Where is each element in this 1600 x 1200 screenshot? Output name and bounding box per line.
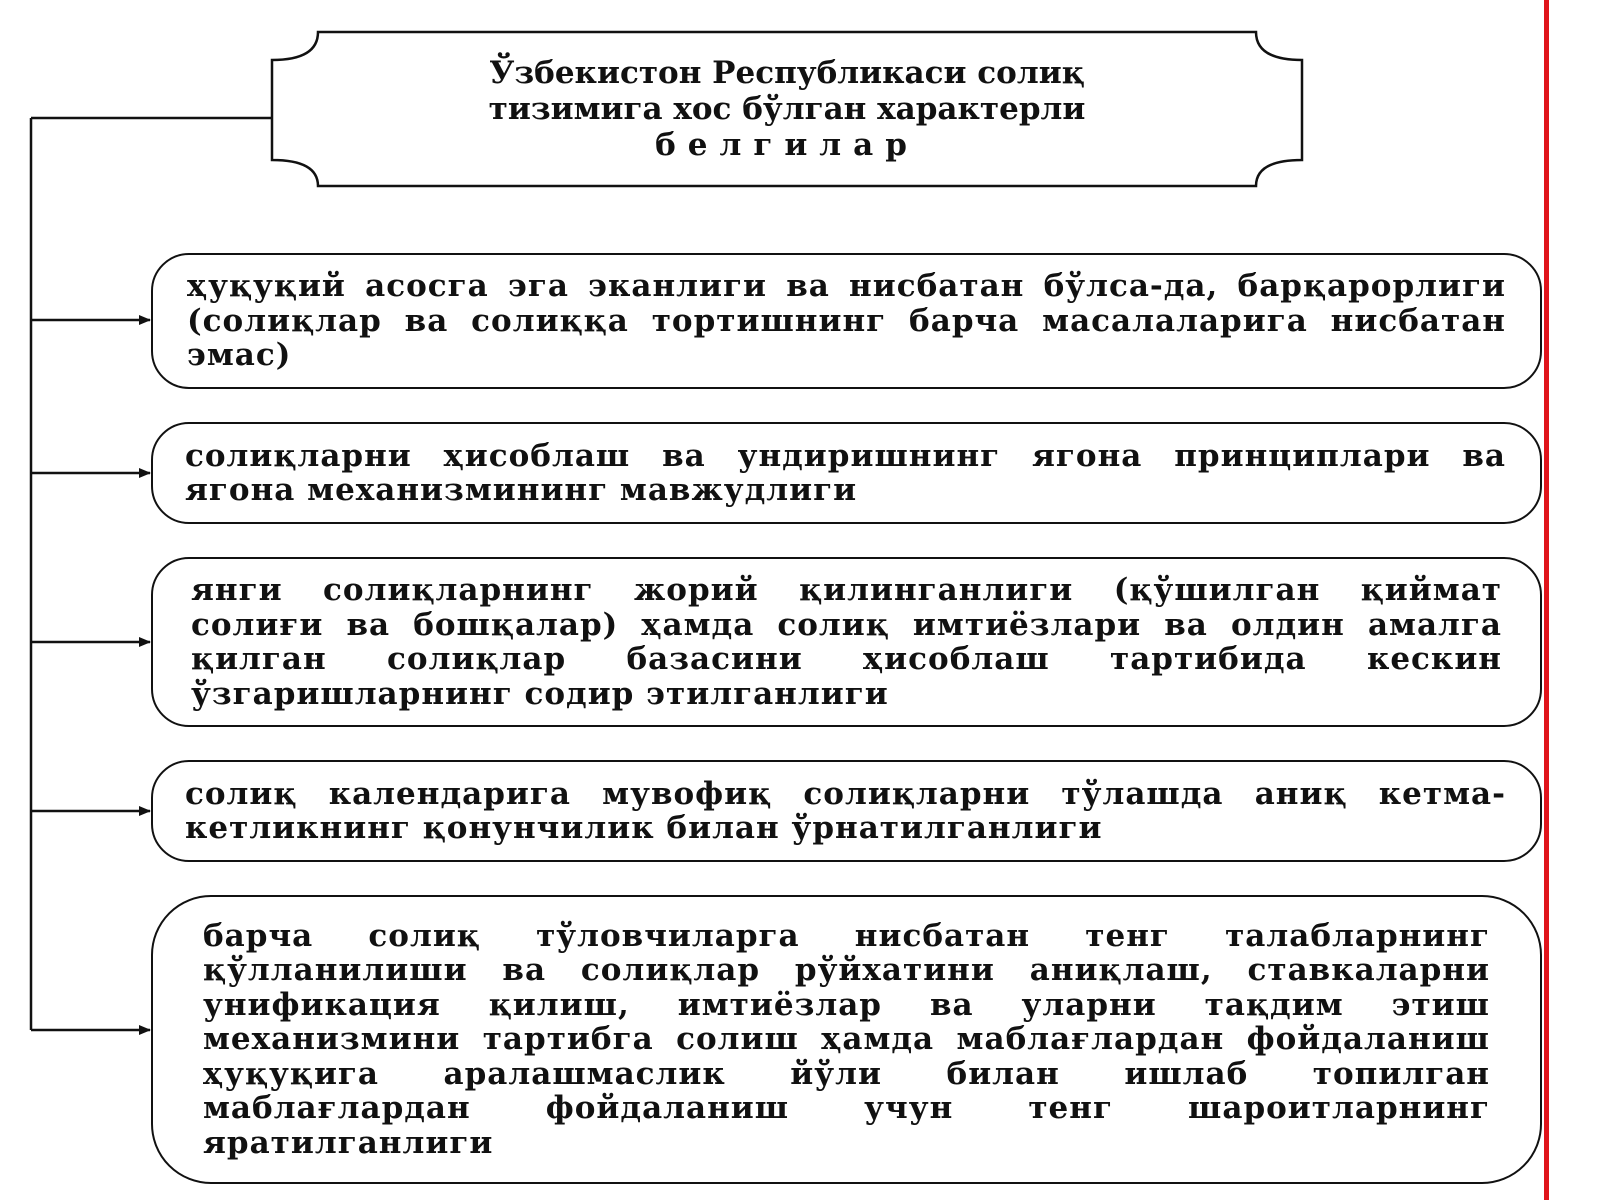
characteristic-box-2: [151, 422, 1542, 524]
characteristic-text-5: барча солиқ тўловчиларга нисбатан тенг талабларнинг қўлланилиши ва солиқлар рўйхатини аниқлаш, ставкаларни унификация қилиш, имтиёзлар ва уларни тақдим этиш механизмини тартибга солиш ҳамда маблағлардан фойдаланиш ҳуқуқига аралашмаслик йўли билан ишлаб топилган маблағлардан фойдаланиш учун тенг шароитларнинг яратилганлиги: [203, 917, 1490, 1161]
characteristic-text-2: солиқларни ҳисоблаш ва ундиришнинг ягона принциплари ва ягона механизмининг мавжудлиги: [185, 437, 1506, 508]
characteristic-text-1: ҳуқуқий асосга эга эканлиги ва нисбатан бўлса-да, барқарорлиги (солиқлар ва солиққа тортишнинг барча масалаларига нисбатан эмас): [187, 268, 1506, 374]
characteristic-text-4: солиқ календарига мувофиқ солиқларни тўлашда аниқ кетма-кетликнинг қонунчилик билан ўрнатилганлиги: [185, 775, 1506, 846]
characteristic-text-3: янги солиқларнинг жорий қилинганлиги (қўшилган қиймат солиғи ва бошқалар) ҳамда солиқ имтиёзлари ва олдин амалга қилган солиқлар базасини ҳисоблаш тартибида кескин ўзгаришларнинг содир этилганлиги: [191, 572, 1502, 712]
title-line-2: тизимига хос бўлган характерли: [488, 91, 1086, 127]
characteristic-box-5: [151, 895, 1542, 1184]
title-line-3: белгилар: [655, 127, 919, 163]
characteristic-box-4: [151, 760, 1542, 862]
red-margin-line: [1544, 0, 1549, 1200]
title-line-1: Ўзбекистон Республикаси солиқ: [489, 55, 1085, 91]
characteristic-box-3: [151, 557, 1542, 727]
diagram-title: [270, 32, 1304, 186]
characteristic-box-1: [151, 253, 1542, 389]
